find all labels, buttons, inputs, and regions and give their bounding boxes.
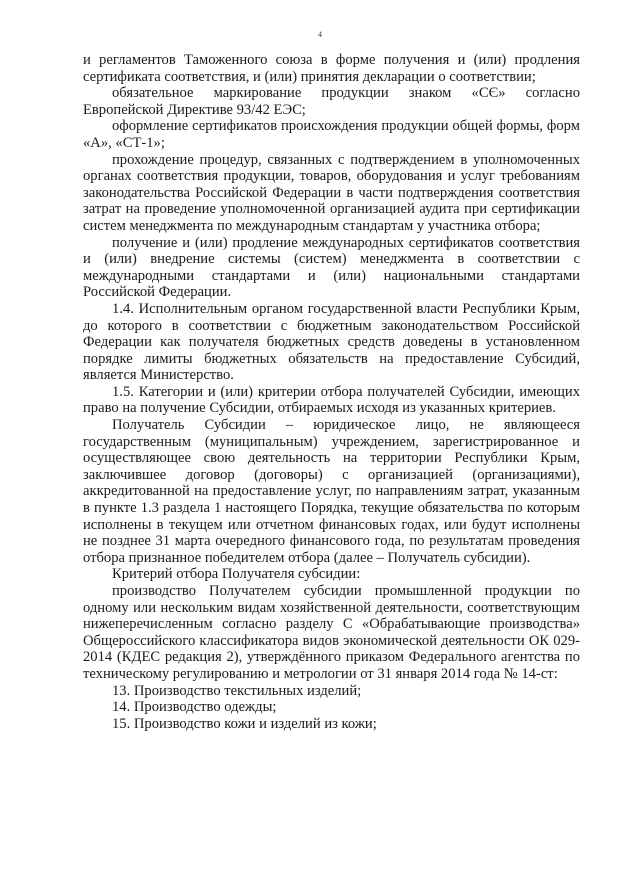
paragraph: оформление сертификатов происхождения продукции общей формы, форм «А», «СТ-1»; xyxy=(83,118,580,151)
paragraph: 15. Производство кожи и изделий из кожи; xyxy=(112,715,377,732)
paragraph: Получатель Субсидии – юридическое лицо, не являющееся государственным (муниципальным) учреждением, зарегистрированное и осуществляющее свою деятельность на территории Республики Крым, заключившее договор (договоры) с организацией (организациями), аккредитованной на предоставление услуг, по направлениям затрат, указанным в пункте 1.3 раздела 1 настоящего Порядка, текущие обязательства по которым исполнены в текущем или отчетном финансовых годах, или будут исполнены не позднее 31 марта очередного финансового года, по результатам проведения отбора признанное победителем отбора (далее – Получатель субсидии). xyxy=(83,417,580,566)
page-number: 4 xyxy=(318,30,322,39)
paragraph: 13. Производство текстильных изделий; xyxy=(112,682,362,699)
paragraph: получение и (или) продление международных сертификатов соответствия и (или) внедрение системы (систем) менеджмента в соответствии с международными стандартами и (или) национальными стандартами Российской Федерации. xyxy=(83,234,580,301)
paragraph: и регламентов Таможенного союза в форме получения и (или) продления сертификата соответствия, и (или) принятия декларации о соответствии; xyxy=(83,52,580,85)
paragraph: прохождение процедур, связанных с подтверждением в уполномоченных органах соответствия продукции, товаров, оборудования и услуг требованиям законодательства Российской Федерации в части подтверждения соответствия затрат на проведение уполномоченной организацией аудита при сертификации систем менеджмента по международным стандартам у участника отбора; xyxy=(83,151,580,234)
paragraph: 14. Производство одежды; xyxy=(112,699,277,716)
paragraph: Критерий отбора Получателя субсидии: xyxy=(112,566,361,583)
document-body xyxy=(83,52,580,732)
paragraph: 1.4. Исполнительным органом государственной власти Республики Крым, до которого в соответствии с бюджетным законодательством Российской Федерации как получателя бюджетных средств доведены в установленном порядке лимиты бюджетных обязательств на предоставление Субсидий, является Министерство. xyxy=(83,300,580,384)
paragraph: 1.5. Категории и (или) критерии отбора получателей Субсидии, имеющих право на получение Субсидии, отбираемых исходя из указанных критериев. xyxy=(83,383,580,417)
paragraph: обязательное маркирование продукции знаком «CЄ» согласно Европейской Директиве 93/42 ЕЭС; xyxy=(83,85,580,118)
paragraph: производство Получателем субсидии промышленной продукции по одному или нескольким видам хозяйственной деятельности, соответствующим нижеперечисленным согласно разделу С «Обрабатывающие производства» Общероссийского классификатора видов экономической деятельности ОК 029-2014 (КДЕС редакция 2), утверждённого приказом Федерального агентства по техническому регулированию и метрологии от 31 января 2014 года № 14-ст: xyxy=(83,583,580,682)
